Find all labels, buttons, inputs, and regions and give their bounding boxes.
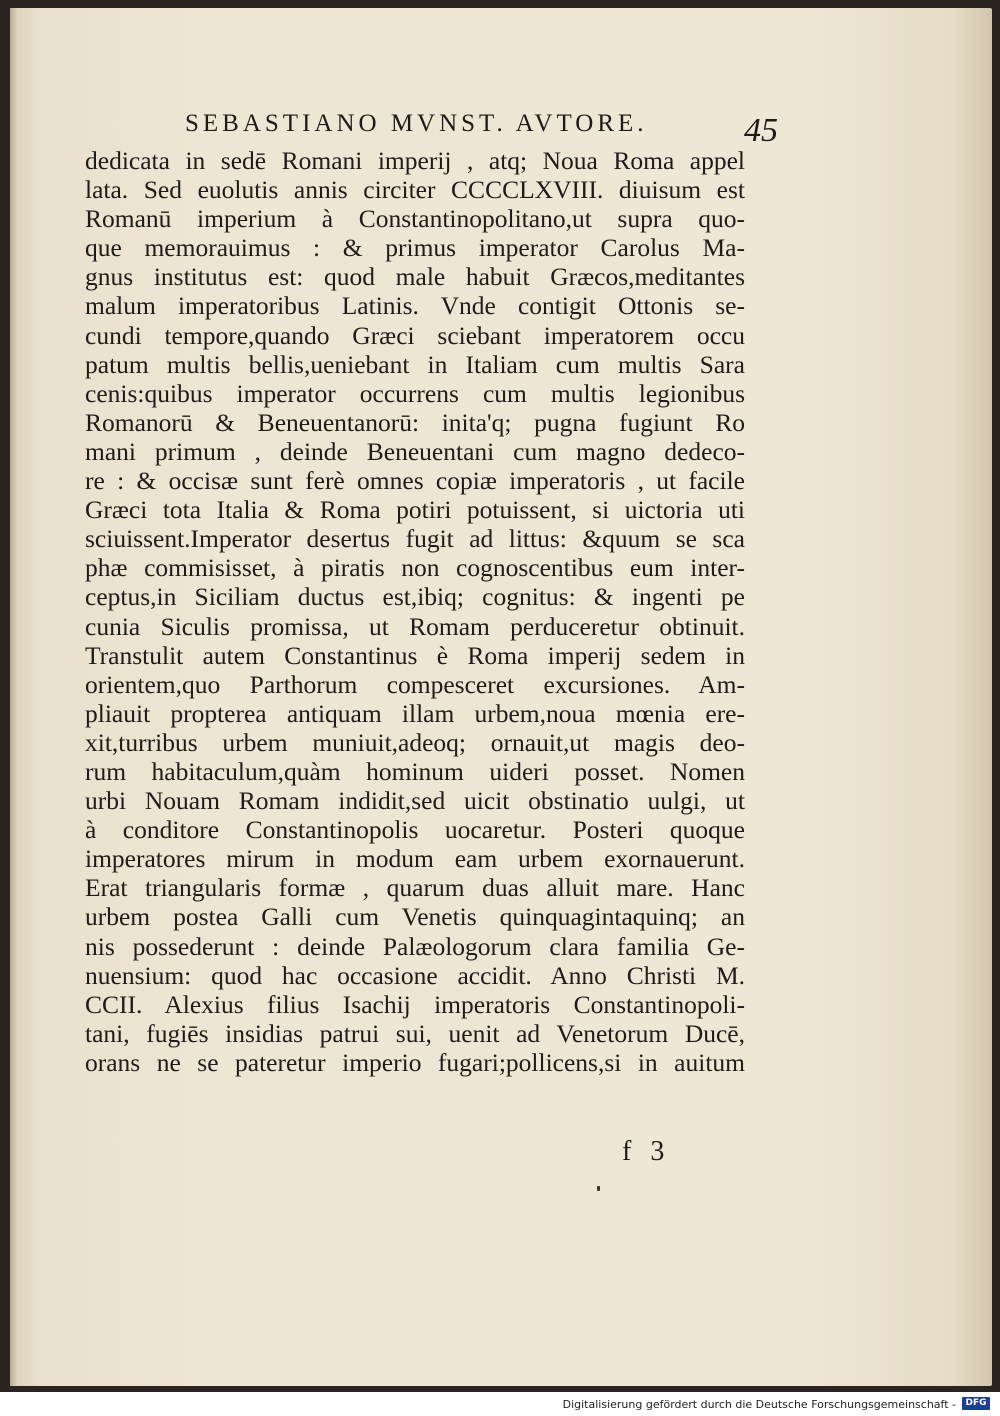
text-line: phæ commisisset, à piratis non cognoscentibus eum inter- — [85, 553, 745, 583]
text-line: xit,turribus urbem muniuit,adeoq; ornauit,ut magis deo- — [85, 727, 745, 757]
page-gutter-shadow — [10, 8, 18, 1386]
text-line: cundi tempore,quando Græci sciebant imperatorem occu — [85, 320, 745, 350]
text-line: cenis:quibus imperator occurrens cum multis legionibus — [85, 378, 745, 408]
text-line: Transtulit autem Constantinus è Roma imperij sedem in — [85, 640, 745, 670]
text-line: rum habitaculum,quàm hominum uideri posset. Nomen — [85, 756, 745, 786]
text-line: Romanū imperium à Constantinopolitano,ut supra quo- — [85, 204, 745, 234]
text-line: orientem,quo Parthorum compesceret excursiones. Am- — [85, 669, 745, 699]
text-line: dedicata in sedē Romani imperij , atq; Noua Roma appel — [85, 146, 745, 175]
text-line: pliauit propterea antiquam illam urbem,noua mœnia ere- — [85, 698, 745, 728]
body-text — [85, 146, 745, 1077]
text-line: CCII. Alexius filius Isachij imperatoris Constantinopoli- — [85, 989, 745, 1019]
text-line: urbi Nouam Romam indidit,sed uicit obstinatio uulgi, ut — [85, 786, 745, 816]
funding-credit: Digitalisierung gefördert durch die Deutsche Forschungsgemeinschaft - — [562, 1398, 956, 1411]
text-line: que memorauimus : & primus imperator Carolus Ma- — [85, 233, 745, 263]
text-line: nis possederunt : deinde Palæologorum clara familia Ge- — [85, 931, 745, 961]
dfg-logo-icon: DFG — [962, 1397, 990, 1410]
text-line: Erat triangularis formæ , quarum duas alluit mare. Hanc — [85, 873, 745, 903]
running-head: SEBASTIANO MVNST. AVTORE. — [185, 110, 648, 137]
text-line: Græci tota Italia & Roma potiri potuissent, si uictoria uti — [85, 495, 745, 525]
text-line: urbem postea Galli cum Venetis quinquagintaquinq; an — [85, 902, 745, 932]
text-line: cunia Siculis promissa, ut Romam perduceretur obtinuit. — [85, 611, 745, 641]
text-line: orans ne se pateretur imperio fugari;pollicens,si in auitum — [85, 1047, 745, 1077]
page-number: 45 — [744, 112, 778, 149]
text-line: nuensium: quod hac occasione accidit. Anno Christi M. — [85, 960, 745, 990]
text-line: patum multis bellis,ueniebant in Italiam cum multis Sara — [85, 349, 745, 379]
paper-speck — [597, 1186, 600, 1191]
text-line: imperatores mirum in modum eam urbem exornauerunt. — [85, 844, 745, 874]
text-line: mani primum , deinde Beneuentani cum magno dedeco- — [85, 436, 745, 466]
text-line: malum imperatoribus Latinis. Vnde contigit Ottonis se- — [85, 291, 745, 321]
text-line: tani, fugiēs insidias patrui sui, uenit ad Venetorum Ducē, — [85, 1018, 745, 1048]
text-line: ceptus,in Siciliam ductus est,ibiq; cognitus: & ingenti pe — [85, 582, 745, 612]
text-line: gnus institutus est: quod male habuit Græcos,meditantes — [85, 262, 745, 292]
text-line: sciuissent.Imperator desertus fugit ad littus: &quum se sca — [85, 524, 745, 554]
signature-mark: f 3 — [622, 1136, 671, 1167]
text-line: re : & occisæ sunt ferè omnes copiæ imperatoris , ut facile — [85, 466, 745, 496]
text-line: à conditore Constantinopolis uocaretur. Posteri quoque — [85, 815, 745, 845]
footer-bar — [0, 1392, 1000, 1416]
text-line: Romanorū & Beneuentanorū: inita'q; pugna fugiunt Ro — [85, 407, 745, 437]
text-line: lata. Sed euolutis annis circiter CCCCLXVIII. diuisum est — [85, 175, 745, 205]
